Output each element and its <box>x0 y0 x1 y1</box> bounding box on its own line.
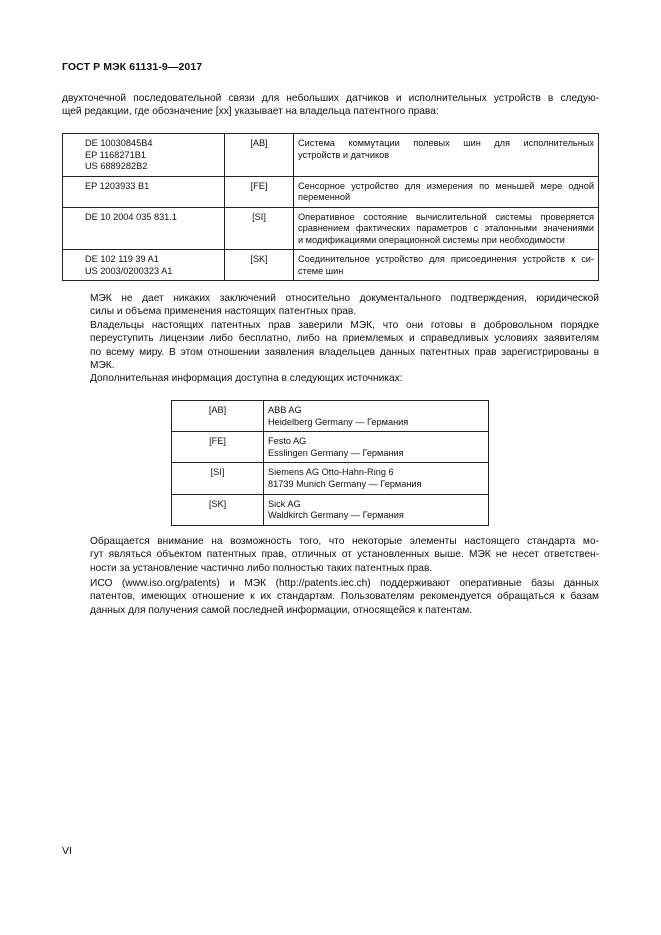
patent-number: US 6889282B2 <box>85 161 148 171</box>
patent-description-cell <box>294 134 599 177</box>
patent-number: US 2003/0200323 A1 <box>85 265 173 276</box>
paragraph-more-info <box>62 372 599 385</box>
patent-holders-table <box>171 400 489 526</box>
paragraph-line: патентов, имеющих отношение к их стандартам. Пользователям рекомендуется обращаться к базам <box>90 591 599 603</box>
holder-code-cell: [AB] <box>225 134 294 177</box>
paragraph-attention <box>62 535 599 575</box>
page-number: VI <box>62 845 72 857</box>
patent-number: DE 10 2004 035 831.1 <box>85 211 177 222</box>
holder-address-cell <box>264 432 489 463</box>
holder-address-line: Siemens AG Otto-Hahn-Ring 6 <box>268 467 394 478</box>
holder-row <box>172 463 489 494</box>
paragraph-line: ИСО (www.iso.org/patents) и МЭК (http://patents.iec.ch) поддерживают оперативные базы данных <box>90 578 599 589</box>
intro-line: двухточечной последовательной связи для небольших датчиков и исполнительных устройств в следую- <box>62 93 599 104</box>
patent-description-cell <box>294 250 599 281</box>
holder-address-line: Sick AG <box>268 498 301 509</box>
patent-number: DE 10030845B4 <box>85 138 153 148</box>
description-line: Соединительное устройство для присоединения устройств к си- <box>298 254 594 264</box>
holder-row <box>172 401 489 432</box>
paragraph-line: по всему миру. В этом отношении заявления владельцев данных патентных прав зарегистрированы в <box>90 346 599 358</box>
paragraph-line: Дополнительная информация доступна в следующих источниках: <box>90 373 403 384</box>
holder-address-cell <box>264 463 489 494</box>
description-line: переменной <box>298 192 351 202</box>
patent-numbers-cell <box>63 250 225 281</box>
patent-number: EP 1203933 B1 <box>85 180 150 191</box>
paragraph-line: гут являться объектом патентных прав, отличных от установленных выше. МЭК не несет ответствен- <box>90 549 599 561</box>
patent-numbers-cell <box>63 176 225 207</box>
paragraph-line: переуступить лицензии либо бесплатно, либо на приемлемых и справедливых условиях заявителям <box>90 333 599 345</box>
holder-address-line: Festo AG <box>268 436 307 447</box>
holder-code-cell: [FE] <box>225 176 294 207</box>
description-line: и модификациями операционной системы при необходимости <box>298 234 565 245</box>
holder-code-cell: [SK] <box>172 494 264 525</box>
paragraph-databases <box>62 577 599 617</box>
patent-numbers-cell <box>63 134 225 177</box>
paragraph-line: Владельцы настоящих патентных прав заверили МЭК, что они готовы в добровольном порядке <box>90 320 599 331</box>
description-line: Оперативное состояние вычислительной системы проверяется <box>298 211 594 222</box>
holder-address-line: Heidelberg Germany — Германия <box>268 416 409 427</box>
holder-address-line: Waldkirch Germany — Германия <box>268 510 404 521</box>
holder-code-cell: [AB] <box>172 401 264 432</box>
patent-description-cell <box>294 207 599 250</box>
paragraph-iec-no-position <box>62 292 599 319</box>
holder-code-cell: [SK] <box>225 250 294 281</box>
description-line: устройств и датчиков <box>298 149 390 160</box>
patent-numbers-cell <box>63 207 225 250</box>
paragraph-line: МЭК не дает никаких заключений относительно документального подтверждения, юридической <box>90 293 599 304</box>
holder-address-cell <box>264 401 489 432</box>
patent-row <box>63 176 599 207</box>
paragraph-line: силы и объема применения настоящих патентных прав. <box>90 306 357 318</box>
patent-table <box>62 133 599 281</box>
holder-address-line: 81739 Munich Germany — Германия <box>268 478 422 489</box>
description-line: сравнением фактических параметров с эталонными значениями <box>298 223 594 233</box>
patent-row <box>63 134 599 177</box>
patent-description-cell <box>294 176 599 207</box>
patent-row <box>63 207 599 250</box>
holder-row <box>172 494 489 525</box>
paragraph-line: МЭК. <box>90 359 115 371</box>
patent-number: DE 102 119 39 A1 <box>85 254 159 264</box>
holder-code-cell: [FE] <box>172 432 264 463</box>
description-line: Система коммутации полевых шин для исполнительных <box>298 138 594 148</box>
paragraph-holders-assured <box>62 319 599 372</box>
holder-code-cell: [SI] <box>225 207 294 250</box>
page-header-title: ГОСТ Р МЭК 61131-9—2017 <box>62 61 203 73</box>
intro-line: щей редакции, где обозначение [xx] указывает на владельца патентного права: <box>62 106 439 118</box>
paragraph-line: Обращается внимание на возможность того, что некоторые элементы настоящего стандарта мо- <box>90 536 599 547</box>
holder-code-cell: [SI] <box>172 463 264 494</box>
description-line: стеме шин <box>298 265 344 276</box>
holder-address-line: Esslingen Germany — Германия <box>268 447 404 458</box>
patent-number: EP 1168271B1 <box>85 149 146 160</box>
holder-row <box>172 432 489 463</box>
description-line: Сенсорное устройство для измерения по меньшей мере одной <box>298 180 594 191</box>
paragraph-line: данных для получения самой последней информации, относящейся к патентам. <box>90 604 473 616</box>
paragraph-line: ности за установление частично либо полностью таких патентных прав. <box>90 562 433 574</box>
holder-address-cell <box>264 494 489 525</box>
patent-row <box>63 250 599 281</box>
holder-address-line: ABB AG <box>268 405 302 415</box>
intro-paragraph <box>62 92 599 119</box>
